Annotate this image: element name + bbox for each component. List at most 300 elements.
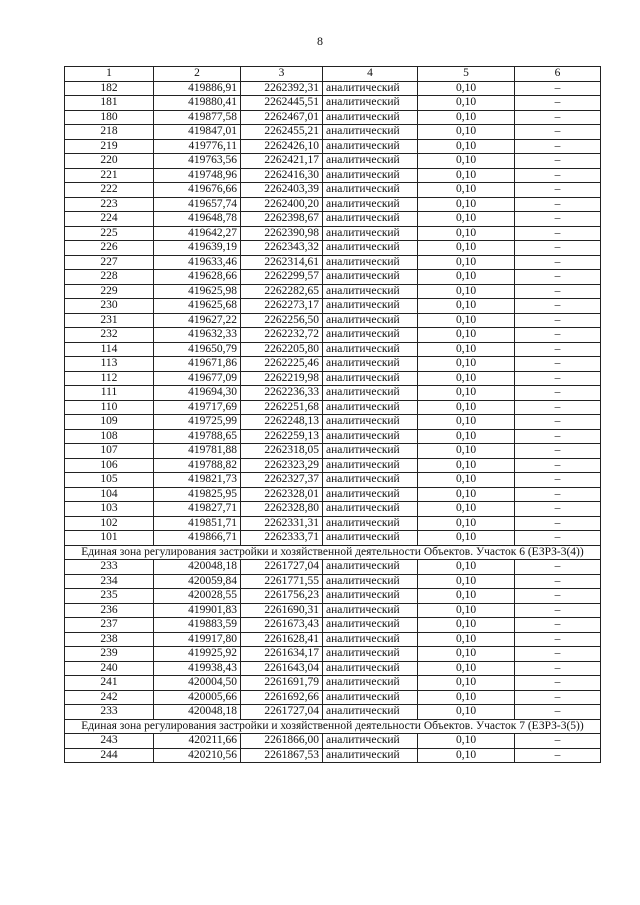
coord-x: 419851,71 <box>154 516 241 531</box>
method-cell: аналитический <box>323 226 418 241</box>
coord-y: 2262282,65 <box>241 284 323 299</box>
point-number: 102 <box>65 516 154 531</box>
table-row <box>65 125 601 140</box>
point-number: 220 <box>65 154 154 169</box>
coord-x: 419776,11 <box>154 139 241 154</box>
note-cell: – <box>515 139 601 154</box>
table-row <box>65 690 601 705</box>
note-cell: – <box>515 342 601 357</box>
table-row <box>65 531 601 546</box>
table-row <box>65 748 601 763</box>
table-row <box>65 139 601 154</box>
coord-y: 2262390,98 <box>241 226 323 241</box>
accuracy-cell: 0,10 <box>418 168 515 183</box>
coord-y: 2262398,67 <box>241 212 323 227</box>
method-cell: аналитический <box>323 241 418 256</box>
note-cell: – <box>515 328 601 343</box>
method-cell: аналитический <box>323 299 418 314</box>
coord-y: 2261673,43 <box>241 618 323 633</box>
table-row <box>65 328 601 343</box>
method-cell: аналитический <box>323 589 418 604</box>
coord-x: 420211,66 <box>154 734 241 749</box>
point-number: 233 <box>65 560 154 575</box>
point-number: 221 <box>65 168 154 183</box>
coord-y: 2262403,39 <box>241 183 323 198</box>
table-row <box>65 734 601 749</box>
point-number: 110 <box>65 400 154 415</box>
coord-x: 419788,65 <box>154 429 241 444</box>
note-cell: – <box>515 444 601 459</box>
table-row <box>65 96 601 111</box>
table-row <box>65 168 601 183</box>
note-cell: – <box>515 632 601 647</box>
accuracy-cell: 0,10 <box>418 96 515 111</box>
point-number: 218 <box>65 125 154 140</box>
method-cell: аналитический <box>323 618 418 633</box>
coord-y: 2262333,71 <box>241 531 323 546</box>
table-row <box>65 603 601 618</box>
table-row <box>65 284 601 299</box>
coord-x: 419763,56 <box>154 154 241 169</box>
accuracy-cell: 0,10 <box>418 139 515 154</box>
method-cell: аналитический <box>323 328 418 343</box>
point-number: 238 <box>65 632 154 647</box>
accuracy-cell: 0,10 <box>418 632 515 647</box>
table-row <box>65 632 601 647</box>
coord-x: 419632,33 <box>154 328 241 343</box>
note-cell: – <box>515 647 601 662</box>
coord-y: 2261692,66 <box>241 690 323 705</box>
note-cell: – <box>515 212 601 227</box>
coord-x: 419676,66 <box>154 183 241 198</box>
table-row <box>65 212 601 227</box>
table-row <box>65 574 601 589</box>
method-cell: аналитический <box>323 313 418 328</box>
point-number: 112 <box>65 371 154 386</box>
coord-y: 2262455,21 <box>241 125 323 140</box>
coord-x: 419886,91 <box>154 81 241 96</box>
table-row <box>65 415 601 430</box>
point-number: 223 <box>65 197 154 212</box>
point-number: 225 <box>65 226 154 241</box>
point-number: 229 <box>65 284 154 299</box>
coord-x: 419677,09 <box>154 371 241 386</box>
accuracy-cell: 0,10 <box>418 299 515 314</box>
coord-x: 419877,58 <box>154 110 241 125</box>
point-number: 244 <box>65 748 154 763</box>
coord-y: 2261628,41 <box>241 632 323 647</box>
method-cell: аналитический <box>323 487 418 502</box>
note-cell: – <box>515 197 601 212</box>
coord-x: 419639,19 <box>154 241 241 256</box>
method-cell: аналитический <box>323 371 418 386</box>
table-row <box>65 81 601 96</box>
method-cell: аналитический <box>323 197 418 212</box>
header-col-2: 2 <box>154 67 241 82</box>
table-row <box>65 473 601 488</box>
coord-y: 2262219,98 <box>241 371 323 386</box>
table-row <box>65 429 601 444</box>
note-cell: – <box>515 168 601 183</box>
coord-y: 2262236,33 <box>241 386 323 401</box>
table-row <box>65 676 601 691</box>
header-col-4: 4 <box>323 67 418 82</box>
accuracy-cell: 0,10 <box>418 589 515 604</box>
accuracy-cell: 0,10 <box>418 734 515 749</box>
section-title: Единая зона регулирования застройки и хозяйственной деятельности Объектов. Участок 7 (ЕЗРЗ-3(5)) <box>65 719 601 734</box>
note-cell: – <box>515 705 601 720</box>
coord-y: 2262232,72 <box>241 328 323 343</box>
note-cell: – <box>515 371 601 386</box>
accuracy-cell: 0,10 <box>418 560 515 575</box>
accuracy-cell: 0,10 <box>418 661 515 676</box>
coord-x: 420048,18 <box>154 560 241 575</box>
coord-y: 2262225,46 <box>241 357 323 372</box>
accuracy-cell: 0,10 <box>418 487 515 502</box>
method-cell: аналитический <box>323 574 418 589</box>
method-cell: аналитический <box>323 661 418 676</box>
table-row <box>65 444 601 459</box>
table-body <box>65 81 601 763</box>
coord-x: 419825,95 <box>154 487 241 502</box>
method-cell: аналитический <box>323 400 418 415</box>
accuracy-cell: 0,10 <box>418 270 515 285</box>
method-cell: аналитический <box>323 284 418 299</box>
coord-y: 2262445,51 <box>241 96 323 111</box>
coord-x: 420210,56 <box>154 748 241 763</box>
coord-x: 419648,78 <box>154 212 241 227</box>
coord-y: 2261867,53 <box>241 748 323 763</box>
coord-x: 419628,66 <box>154 270 241 285</box>
accuracy-cell: 0,10 <box>418 255 515 270</box>
coord-x: 419827,71 <box>154 502 241 517</box>
table-row <box>65 661 601 676</box>
table-row <box>65 516 601 531</box>
accuracy-cell: 0,10 <box>418 81 515 96</box>
note-cell: – <box>515 183 601 198</box>
method-cell: аналитический <box>323 212 418 227</box>
point-number: 237 <box>65 618 154 633</box>
table-row <box>65 154 601 169</box>
coord-y: 2261634,17 <box>241 647 323 662</box>
coord-y: 2262392,31 <box>241 81 323 96</box>
coordinates-table <box>64 66 601 763</box>
point-number: 227 <box>65 255 154 270</box>
accuracy-cell: 0,10 <box>418 574 515 589</box>
accuracy-cell: 0,10 <box>418 197 515 212</box>
point-number: 236 <box>65 603 154 618</box>
coord-x: 419627,22 <box>154 313 241 328</box>
coord-x: 419671,86 <box>154 357 241 372</box>
table-row <box>65 197 601 212</box>
table-row <box>65 299 601 314</box>
coord-y: 2262314,61 <box>241 255 323 270</box>
note-cell: – <box>515 415 601 430</box>
method-cell: аналитический <box>323 516 418 531</box>
method-cell: аналитический <box>323 125 418 140</box>
note-cell: – <box>515 661 601 676</box>
method-cell: аналитический <box>323 270 418 285</box>
note-cell: – <box>515 618 601 633</box>
table-row <box>65 560 601 575</box>
note-cell: – <box>515 270 601 285</box>
coord-x: 419694,30 <box>154 386 241 401</box>
table-row <box>65 400 601 415</box>
coord-x: 419781,88 <box>154 444 241 459</box>
method-cell: аналитический <box>323 734 418 749</box>
accuracy-cell: 0,10 <box>418 603 515 618</box>
coord-y: 2261643,04 <box>241 661 323 676</box>
table-row <box>65 487 601 502</box>
header-col-6: 6 <box>515 67 601 82</box>
note-cell: – <box>515 96 601 111</box>
coord-y: 2262327,37 <box>241 473 323 488</box>
note-cell: – <box>515 154 601 169</box>
coord-x: 419625,98 <box>154 284 241 299</box>
point-number: 222 <box>65 183 154 198</box>
note-cell: – <box>515 299 601 314</box>
coord-y: 2262426,10 <box>241 139 323 154</box>
accuracy-cell: 0,10 <box>418 676 515 691</box>
point-number: 219 <box>65 139 154 154</box>
method-cell: аналитический <box>323 531 418 546</box>
note-cell: – <box>515 531 601 546</box>
note-cell: – <box>515 574 601 589</box>
coord-y: 2261727,04 <box>241 705 323 720</box>
accuracy-cell: 0,10 <box>418 748 515 763</box>
note-cell: – <box>515 603 601 618</box>
coord-x: 419625,68 <box>154 299 241 314</box>
section-title: Единая зона регулирования застройки и хозяйственной деятельности Объектов. Участок 6 (ЕЗРЗ-3(4)) <box>65 545 601 560</box>
point-number: 113 <box>65 357 154 372</box>
coord-y: 2262273,17 <box>241 299 323 314</box>
note-cell: – <box>515 502 601 517</box>
table-row <box>65 618 601 633</box>
table-row <box>65 386 601 401</box>
point-number: 104 <box>65 487 154 502</box>
point-number: 107 <box>65 444 154 459</box>
coord-x: 419917,80 <box>154 632 241 647</box>
note-cell: – <box>515 81 601 96</box>
coord-y: 2262256,50 <box>241 313 323 328</box>
method-cell: аналитический <box>323 502 418 517</box>
header-col-3: 3 <box>241 67 323 82</box>
accuracy-cell: 0,10 <box>418 516 515 531</box>
section-header-row <box>65 719 601 734</box>
method-cell: аналитический <box>323 690 418 705</box>
accuracy-cell: 0,10 <box>418 183 515 198</box>
accuracy-cell: 0,10 <box>418 444 515 459</box>
accuracy-cell: 0,10 <box>418 212 515 227</box>
coord-x: 420048,18 <box>154 705 241 720</box>
point-number: 235 <box>65 589 154 604</box>
coord-x: 419901,83 <box>154 603 241 618</box>
point-number: 233 <box>65 705 154 720</box>
coord-x: 419725,99 <box>154 415 241 430</box>
method-cell: аналитический <box>323 168 418 183</box>
table-row <box>65 255 601 270</box>
point-number: 109 <box>65 415 154 430</box>
point-number: 114 <box>65 342 154 357</box>
point-number: 103 <box>65 502 154 517</box>
page-number: 8 <box>317 34 323 48</box>
method-cell: аналитический <box>323 415 418 430</box>
method-cell: аналитический <box>323 81 418 96</box>
method-cell: аналитический <box>323 96 418 111</box>
accuracy-cell: 0,10 <box>418 357 515 372</box>
table-row <box>65 241 601 256</box>
coord-y: 2262323,29 <box>241 458 323 473</box>
method-cell: аналитический <box>323 357 418 372</box>
table-row <box>65 270 601 285</box>
coord-y: 2262400,20 <box>241 197 323 212</box>
coord-x: 419650,79 <box>154 342 241 357</box>
accuracy-cell: 0,10 <box>418 284 515 299</box>
note-cell: – <box>515 241 601 256</box>
coord-x: 419925,92 <box>154 647 241 662</box>
table-row <box>65 357 601 372</box>
method-cell: аналитический <box>323 444 418 459</box>
point-number: 106 <box>65 458 154 473</box>
coord-y: 2262251,68 <box>241 400 323 415</box>
coord-x: 419633,46 <box>154 255 241 270</box>
method-cell: аналитический <box>323 560 418 575</box>
coord-y: 2262416,30 <box>241 168 323 183</box>
table-row <box>65 458 601 473</box>
point-number: 234 <box>65 574 154 589</box>
accuracy-cell: 0,10 <box>418 328 515 343</box>
point-number: 241 <box>65 676 154 691</box>
point-number: 231 <box>65 313 154 328</box>
coord-x: 419642,27 <box>154 226 241 241</box>
table-row <box>65 226 601 241</box>
coord-y: 2262328,80 <box>241 502 323 517</box>
accuracy-cell: 0,10 <box>418 618 515 633</box>
coord-y: 2262318,05 <box>241 444 323 459</box>
coord-x: 419717,69 <box>154 400 241 415</box>
point-number: 240 <box>65 661 154 676</box>
accuracy-cell: 0,10 <box>418 502 515 517</box>
point-number: 239 <box>65 647 154 662</box>
note-cell: – <box>515 734 601 749</box>
method-cell: аналитический <box>323 110 418 125</box>
accuracy-cell: 0,10 <box>418 429 515 444</box>
point-number: 108 <box>65 429 154 444</box>
accuracy-cell: 0,10 <box>418 342 515 357</box>
method-cell: аналитический <box>323 183 418 198</box>
section-header-row <box>65 545 601 560</box>
coord-y: 2262467,01 <box>241 110 323 125</box>
note-cell: – <box>515 357 601 372</box>
accuracy-cell: 0,10 <box>418 226 515 241</box>
note-cell: – <box>515 255 601 270</box>
point-number: 111 <box>65 386 154 401</box>
accuracy-cell: 0,10 <box>418 154 515 169</box>
coord-x: 419847,01 <box>154 125 241 140</box>
coord-x: 419880,41 <box>154 96 241 111</box>
method-cell: аналитический <box>323 705 418 720</box>
coord-y: 2262328,01 <box>241 487 323 502</box>
note-cell: – <box>515 400 601 415</box>
header-col-5: 5 <box>418 67 515 82</box>
coord-y: 2261727,04 <box>241 560 323 575</box>
coord-y: 2262299,57 <box>241 270 323 285</box>
accuracy-cell: 0,10 <box>418 458 515 473</box>
method-cell: аналитический <box>323 603 418 618</box>
accuracy-cell: 0,10 <box>418 473 515 488</box>
method-cell: аналитический <box>323 139 418 154</box>
note-cell: – <box>515 676 601 691</box>
method-cell: аналитический <box>323 429 418 444</box>
coord-x: 420028,55 <box>154 589 241 604</box>
point-number: 243 <box>65 734 154 749</box>
method-cell: аналитический <box>323 255 418 270</box>
accuracy-cell: 0,10 <box>418 690 515 705</box>
method-cell: аналитический <box>323 632 418 647</box>
method-cell: аналитический <box>323 342 418 357</box>
note-cell: – <box>515 473 601 488</box>
coord-x: 419657,74 <box>154 197 241 212</box>
table-row <box>65 313 601 328</box>
point-number: 232 <box>65 328 154 343</box>
coord-x: 419883,59 <box>154 618 241 633</box>
point-number: 182 <box>65 81 154 96</box>
accuracy-cell: 0,10 <box>418 400 515 415</box>
point-number: 228 <box>65 270 154 285</box>
point-number: 105 <box>65 473 154 488</box>
note-cell: – <box>515 458 601 473</box>
accuracy-cell: 0,10 <box>418 241 515 256</box>
accuracy-cell: 0,10 <box>418 415 515 430</box>
point-number: 101 <box>65 531 154 546</box>
note-cell: – <box>515 125 601 140</box>
coord-y: 2262343,32 <box>241 241 323 256</box>
accuracy-cell: 0,10 <box>418 647 515 662</box>
coord-y: 2261756,23 <box>241 589 323 604</box>
coord-y: 2262205,80 <box>241 342 323 357</box>
point-number: 180 <box>65 110 154 125</box>
point-number: 181 <box>65 96 154 111</box>
table-row <box>65 110 601 125</box>
table-row <box>65 342 601 357</box>
note-cell: – <box>515 110 601 125</box>
coord-y: 2261771,55 <box>241 574 323 589</box>
method-cell: аналитический <box>323 458 418 473</box>
note-cell: – <box>515 560 601 575</box>
coord-x: 419748,96 <box>154 168 241 183</box>
coord-x: 420059,84 <box>154 574 241 589</box>
note-cell: – <box>515 748 601 763</box>
method-cell: аналитический <box>323 647 418 662</box>
method-cell: аналитический <box>323 386 418 401</box>
accuracy-cell: 0,10 <box>418 386 515 401</box>
accuracy-cell: 0,10 <box>418 371 515 386</box>
coord-x: 420005,66 <box>154 690 241 705</box>
accuracy-cell: 0,10 <box>418 705 515 720</box>
coord-y: 2261690,31 <box>241 603 323 618</box>
coord-x: 419938,43 <box>154 661 241 676</box>
coord-y: 2261866,00 <box>241 734 323 749</box>
coord-x: 420004,50 <box>154 676 241 691</box>
table-row <box>65 371 601 386</box>
note-cell: – <box>515 386 601 401</box>
point-number: 226 <box>65 241 154 256</box>
method-cell: аналитический <box>323 748 418 763</box>
accuracy-cell: 0,10 <box>418 125 515 140</box>
coord-y: 2261691,79 <box>241 676 323 691</box>
table-row <box>65 589 601 604</box>
table-row <box>65 183 601 198</box>
